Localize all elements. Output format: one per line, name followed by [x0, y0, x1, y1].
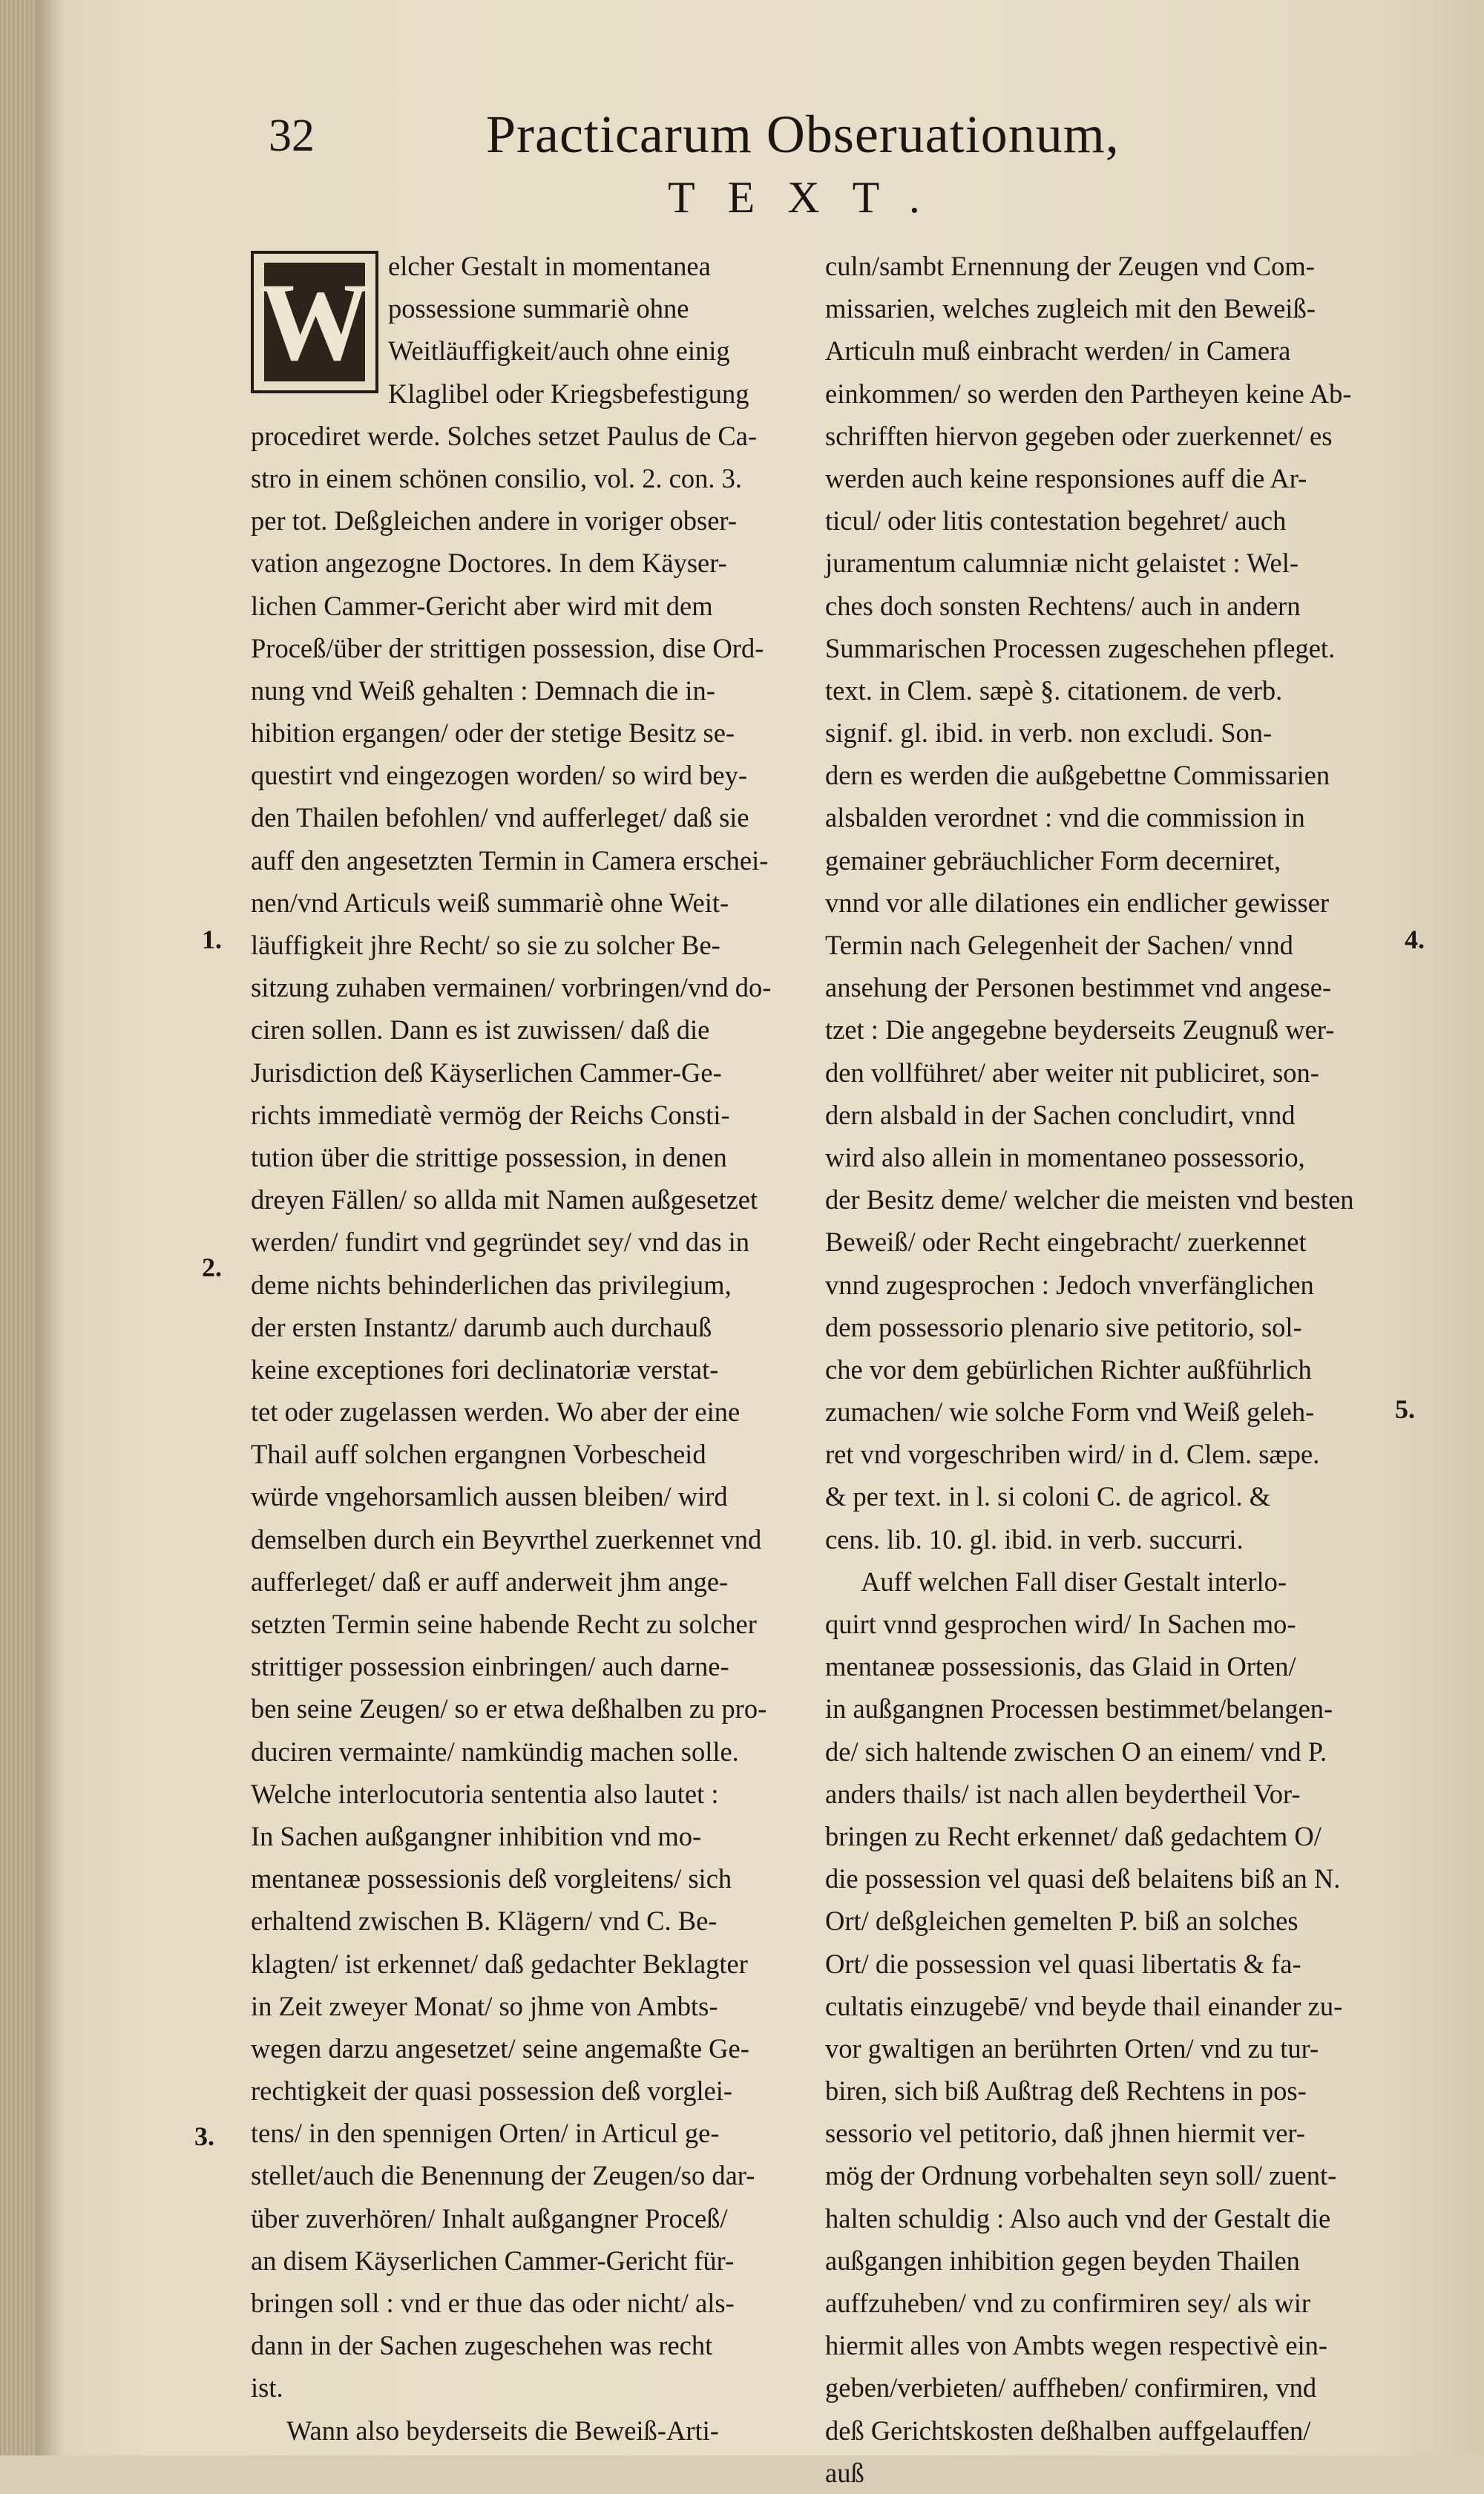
text-line: In Sachen außgangner inhibition vnd mo-: [251, 1820, 702, 1851]
margin-number-4: 4.: [1405, 925, 1425, 954]
text-line: dem possessorio plenario sive petitorio, sol-: [825, 1311, 1302, 1342]
text-line: duciren vermainte/ namkündig machen solle.: [251, 1736, 739, 1767]
text-line: Ort/ deßgleichen gemelten P. biß an solches: [825, 1906, 1298, 1937]
text-line: ciren sollen. Dann es ist zuwissen/ daß die: [251, 1014, 710, 1046]
text-line: Summarischen Processen zugeschehen pfleget.: [825, 632, 1336, 663]
text-line: Ort/ die possession vel quasi libertatis & fa-: [825, 1948, 1301, 1979]
margin-number-1: 1.: [202, 925, 222, 954]
text-line: auß: [825, 2457, 864, 2488]
text-line: dreyen Fällen/ so allda mit Namen außgesetzet: [251, 1184, 758, 1215]
drop-initial-letter: W: [259, 260, 370, 384]
text-line: den Thailen befohlen/ vnd aufferleget/ daß sie: [251, 802, 749, 833]
text-line: mentaneæ possessionis, das Glaid in Orten/: [825, 1651, 1296, 1682]
margin-number-3: 3.: [194, 2121, 214, 2151]
text-line: keine exceptiones fori declinatoriæ verstat-: [251, 1353, 719, 1385]
text-line: rechtigkeit der quasi possession deß vorglei-: [251, 2075, 733, 2107]
text-line: vnnd vor alle dilationes ein endlicher gewisser: [825, 887, 1330, 918]
text-line: tution über die strittige possession, in denen: [251, 1141, 727, 1172]
text-line: werden/ fundirt vnd gegründet sey/ vnd das in: [251, 1227, 750, 1258]
text-line: questirt vnd eingezogen worden/ so wird bey-: [251, 760, 747, 791]
text-line: würde vngehorsamlich aussen bleiben/ wird: [251, 1481, 728, 1512]
text-line: bringen soll : vnd er thue das oder nicht/ als-: [251, 2288, 735, 2318]
text-line: Weitläuffigkeit/auch ohne einig: [388, 335, 730, 367]
text-line: Thail auff solchen ergangnen Vorbescheid: [251, 1439, 706, 1470]
text-line: werden auch keine responsiones auff die Ar-: [825, 462, 1307, 493]
text-line: Beweiß/ oder Recht eingebracht/ zuerkennet: [825, 1227, 1307, 1258]
text-line: mög der Ordnung vorbehalten seyn soll/ zuent-: [825, 2160, 1337, 2191]
text-line: de/ sich haltende zwischen O an einem/ vnd P.: [825, 1736, 1327, 1767]
text-line: halten schuldig : Also auch vnd der Gestalt die: [825, 2202, 1331, 2234]
text-line: tens/ in den spennigen Orten/ in Articul ge-: [251, 2118, 720, 2149]
text-line: Jurisdiction deß Käyserlichen Cammer-Ge-: [251, 1057, 722, 1088]
text-line: bringen zu Recht erkennet/ daß gedachtem O/: [825, 1820, 1322, 1851]
text-line: außgangen inhibition gegen beyden Thailen: [825, 2245, 1300, 2276]
text-line: & per text. in l. si coloni C. de agricol. &: [825, 1481, 1271, 1512]
text-line: wegen darzu angesetzet/ seine angemaßte Ge-: [251, 2032, 749, 2064]
text-line: anders thails/ ist nach allen beydertheil Vor-: [825, 1778, 1301, 1809]
text-line: biren, sich biß Außtrag deß Rechtens in pos-: [825, 2075, 1307, 2107]
text-line: den vollführet/ aber weiter nit publiciret, son-: [825, 1057, 1319, 1088]
text-line: ticul/ oder litis contestation begehret/ auch: [825, 505, 1287, 536]
text-line: culn/sambt Ernennung der Zeugen vnd Com-: [825, 251, 1315, 281]
text-line: deme nichts behinderlichen das privilegium,: [251, 1269, 732, 1300]
text-line: dern es werden die außgebettne Commissarien: [825, 760, 1330, 791]
section-title: TEXT.: [668, 173, 953, 222]
text-line: geben/verbieten/ auffheben/ confirmiren, vnd: [825, 2372, 1317, 2403]
text-line: einkommen/ so werden den Partheyen keine Ab-: [825, 378, 1352, 409]
text-line: procediret werde. Solches setzet Paulus de Ca-: [251, 420, 758, 451]
text-line: Wann also beyderseits die Beweiß-Arti-: [286, 2415, 719, 2446]
text-line: hiermit alles von Ambts wegen respectivè ein-: [825, 2330, 1328, 2361]
text-line: der ersten Instantz/ darumb auch durchauß: [251, 1311, 712, 1342]
text-line: Articuln muß einbracht werden/ in Camera: [825, 335, 1291, 367]
margin-number-2: 2.: [202, 1253, 222, 1282]
text-line: richts immediatè vermög der Reichs Consti-: [251, 1099, 730, 1130]
text-line: nung vnd Weiß gehalten : Demnach die in-: [251, 675, 715, 706]
text-line: an disem Käyserlichen Cammer-Gericht für-: [251, 2245, 735, 2276]
gutter-shadow: [36, 0, 65, 2455]
text-line: demselben durch ein Beyvrthel zuerkennet vnd: [251, 1523, 762, 1555]
text-line: stellet/auch die Benennung der Zeugen/so dar-: [251, 2160, 755, 2191]
text-line: sessorio vel petitorio, daß jhnen hiermit ver-: [825, 2118, 1305, 2149]
text-line: ben seine Zeugen/ so er etwa deßhalben zu pro-: [251, 1693, 767, 1725]
running-title: Practicarum Obseruationum,: [486, 105, 1120, 164]
text-line: zumachen/ wie solche Form vnd Weiß geleh-: [825, 1397, 1315, 1428]
text-line: läuffigkeit jhre Recht/ so sie zu solcher Be-: [251, 930, 720, 960]
left-column: [251, 245, 815, 2452]
text-line: der Besitz deme/ welcher die meisten vnd besten: [825, 1184, 1354, 1215]
text-line: juramentum calumniæ nicht gelaistet : Wel-: [825, 548, 1299, 579]
text-line: cens. lib. 10. gl. ibid. in verb. succurri.: [825, 1523, 1244, 1555]
text-line: dern alsbald in der Sachen concludirt, vnnd: [825, 1099, 1296, 1130]
margin-number-5: 5.: [1395, 1394, 1415, 1424]
text-line: signif. gl. ibid. in verb. non excludi. Son-: [825, 718, 1273, 749]
text-line: strittiger possession einbringen/ auch darne-: [251, 1651, 729, 1682]
text-line: setzten Termin seine habende Recht zu solcher: [251, 1609, 757, 1639]
text-line: per tot. Deßgleichen andere in voriger obser-: [251, 505, 737, 536]
text-line: ches doch sonsten Rechtens/ auch in andern: [825, 590, 1301, 621]
text-line: dann in der Sachen zugeschehen was recht: [251, 2330, 713, 2361]
text-line: in Zeit zweyer Monat/ so jhme von Ambts-: [251, 1990, 718, 2021]
page-number: 32: [269, 111, 315, 161]
text-line: tet oder zugelassen werden. Wo aber der eine: [251, 1397, 741, 1428]
text-line: Klaglibel oder Kriegsbefestigung: [388, 378, 749, 409]
text-line: mentaneæ possessionis deß vorgleitens/ sich: [251, 1863, 732, 1894]
right-column: [825, 245, 1389, 2494]
text-line: ist.: [251, 2372, 283, 2403]
text-line: ansehung der Personen bestimmet vnd angese-: [825, 972, 1332, 1003]
text-line: vation angezogne Doctores. In dem Käyser-: [251, 548, 727, 579]
text-line: cultatis einzugebē/ vnd beyde thail einander zu-: [825, 1990, 1343, 2021]
text-line: schrifften hiervon gegeben oder zuerkennet/ es: [825, 420, 1333, 451]
text-line: sitzung zuhaben vermainen/ vorbringen/vnd do-: [251, 972, 772, 1003]
text-line: aufferleget/ daß er auff anderweit jhm ange-: [251, 1566, 729, 1597]
text-line: gemainer gebräuchlicher Form decerniret,: [825, 844, 1281, 876]
text-line: erhaltend zwischen B. Klägern/ vnd C. Be-: [251, 1906, 718, 1937]
text-line: quirt vnnd gesprochen wird/ In Sachen mo-: [825, 1609, 1296, 1639]
text-line: auffzuheben/ vnd zu confirmiren sey/ als wir: [825, 2288, 1311, 2318]
text-line: in außgangnen Processen bestimmet/belangen-: [825, 1693, 1333, 1725]
book-gutter: [0, 0, 36, 2455]
text-line: die possession vel quasi deß belaitens biß an N.: [825, 1863, 1341, 1894]
text-line: ret vnd vorgeschriben wird/ in d. Clem. sæpe.: [825, 1439, 1320, 1470]
text-line: klagten/ ist erkennet/ daß gedachter Beklagter: [251, 1948, 748, 1979]
text-line: tzet : Die angegebne beyderseits Zeugnuß wer-: [825, 1014, 1335, 1046]
text-line: Termin nach Gelegenheit der Sachen/ vnnd: [825, 930, 1293, 960]
text-line: über zuverhören/ Inhalt außgangner Proceß/: [251, 2202, 728, 2234]
text-line: auff den angesetzten Termin in Camera erschei-: [251, 844, 769, 876]
text-line: nen/vnd Articuls weiß summariè ohne Weit-: [251, 887, 729, 918]
text-line: alsbalden verordnet : vnd die commission in: [825, 802, 1305, 833]
text-line: Auff welchen Fall diser Gestalt interlo-: [861, 1566, 1287, 1597]
text-line: wird also allein in momentaneo possessorio,: [825, 1141, 1305, 1172]
text-line: text. in Clem. sæpè §. citationem. de verb.: [825, 675, 1283, 706]
text-line: Welche interlocutoria sententia also lautet :: [251, 1778, 719, 1809]
text-line: missarien, welches zugleich mit den Beweiß-: [825, 293, 1316, 324]
text-line: stro in einem schönen consilio, vol. 2. con. 3.: [251, 462, 742, 493]
text-line: che vor dem gebürlichen Richter außführlich: [825, 1353, 1312, 1385]
text-line: possessione summariè ohne: [388, 293, 689, 324]
text-line: Proceß/über der strittigen possession, dise Ord-: [251, 632, 764, 663]
text-line: lichen Cammer-Gericht aber wird mit dem: [251, 590, 713, 621]
text-line: hibition ergangen/ oder der stetige Besitz se-: [251, 718, 735, 749]
text-line: deß Gerichtskosten deßhalben auffgelauffen/: [825, 2415, 1311, 2446]
text-line: elcher Gestalt in momentanea: [388, 251, 711, 281]
text-line: vor gwaltigen an berührten Orten/ vnd zu tur-: [825, 2032, 1319, 2064]
text-line: vnnd zugesprochen : Jedoch vnverfänglichen: [825, 1269, 1314, 1300]
